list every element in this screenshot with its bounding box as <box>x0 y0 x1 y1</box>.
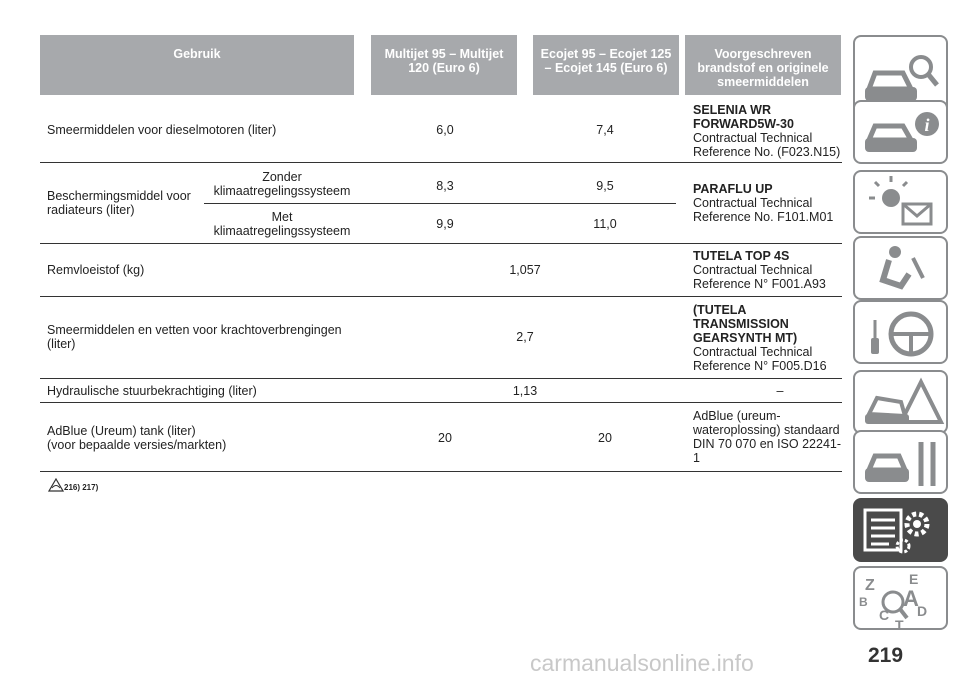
engine-oil-spec: Contractual Technical Reference No. (F023.N15) <box>693 131 841 159</box>
index-letter: E <box>909 571 919 587</box>
row-adblue-spec: AdBlue (ureum-wateroplossing) standaard DIN 70 070 en ISO 22241-1 <box>693 409 842 465</box>
row-adblue-ecojet: 20 <box>598 431 612 445</box>
sidebar-item-car-accident[interactable] <box>853 370 948 434</box>
divider <box>40 471 842 472</box>
brake-product-name: TUTELA TOP 4S <box>693 249 790 263</box>
svg-text:i: i <box>924 115 930 135</box>
divider <box>40 243 842 244</box>
sidebar-item-airbag-seat[interactable] <box>853 236 948 300</box>
technical-data-icon <box>853 498 948 562</box>
index-letter: C <box>879 607 890 623</box>
coolant-with-multijet: 9,9 <box>436 217 454 231</box>
coolant-with-ac: Met klimaatregelingssysteem <box>213 210 351 238</box>
index-letter: T <box>895 617 904 632</box>
row-coolant-product <box>693 182 843 224</box>
sidebar-item-car-tools[interactable] <box>853 430 948 494</box>
adblue-label-line1: AdBlue (Ureum) tank (liter) <box>47 424 196 438</box>
transmission-spec: Contractual Technical Reference N° F005.D16 <box>693 345 827 373</box>
warning-icon <box>48 478 64 492</box>
coolant-without-ac: Zonder klimaatregelingssysteem <box>213 170 351 198</box>
header-multijet: Multijet 95 – Multijet 120 (Euro 6) <box>371 35 517 95</box>
row-coolant-label: Beschermingsmiddel voor radiateurs (liter) <box>47 189 191 217</box>
divider <box>40 378 842 379</box>
row-steering-label: Hydraulische stuurbekrachtiging (liter) <box>47 384 257 398</box>
car-tools-icon <box>855 432 950 496</box>
footnote-refs: 216) 217) <box>64 483 99 492</box>
steering-key-icon <box>855 302 950 366</box>
divider <box>40 296 842 297</box>
sidebar-item-alphabetical-index[interactable] <box>853 566 948 630</box>
coolant-spec: Contractual Technical Reference No. F101.M01 <box>693 196 834 224</box>
engine-oil-product-name: SELENIA WR FORWARD5W-30 <box>693 103 794 131</box>
warning-lights-icon <box>855 172 950 236</box>
sidebar-item-steering-key[interactable] <box>853 300 948 364</box>
coolant-without-multijet: 8,3 <box>436 179 454 193</box>
sidebar-item-warning-lights[interactable] <box>853 170 948 234</box>
header-use: Gebruik <box>40 35 354 95</box>
row-engine-oil-product <box>693 103 843 159</box>
alphabetical-index-icon <box>855 568 950 632</box>
divider <box>40 402 842 403</box>
row-engine-oil-multijet: 6,0 <box>436 123 454 137</box>
index-letter: D <box>917 603 928 619</box>
coolant-without-ecojet: 9,5 <box>596 179 614 193</box>
header-fuel: Voorgeschreven brandstof en originele smeermiddelen <box>685 35 841 95</box>
transmission-product-name: (TUTELA TRANSMISSION GEARSYNTH MT) <box>693 303 798 345</box>
watermark: carmanualsonline.info <box>530 650 754 676</box>
row-brake-value: 1,057 <box>509 263 541 277</box>
header-ecojet: Ecojet 95 – Ecojet 125 – Ecojet 145 (Euro 6) <box>533 35 679 95</box>
page-number: 219 <box>868 644 904 667</box>
row-transmission-value: 2,7 <box>516 330 534 344</box>
row-brake-label: Remvloeistof (kg) <box>47 263 145 277</box>
sidebar-item-car-info[interactable] <box>853 100 948 164</box>
row-steering-value: 1,13 <box>512 384 538 398</box>
divider <box>40 162 842 163</box>
row-transmission-product <box>693 303 843 373</box>
index-letter: Z <box>865 577 875 594</box>
coolant-with-ecojet: 11,0 <box>593 217 617 231</box>
row-engine-oil-ecojet: 7,4 <box>596 123 614 137</box>
row-adblue-label <box>47 424 226 452</box>
row-engine-oil-label: Smeermiddelen voor dieselmotoren (liter) <box>47 123 277 137</box>
car-info-icon <box>855 102 950 166</box>
row-brake-product <box>693 249 843 291</box>
coolant-product-name: PARAFLU UP <box>693 182 773 196</box>
index-letter: B <box>859 595 868 609</box>
sidebar-item-technical-data[interactable] <box>853 498 948 562</box>
index-letter: A <box>903 586 919 611</box>
adblue-label-line2: (voor bepaalde versies/markten) <box>47 438 227 452</box>
row-adblue-multijet: 20 <box>438 431 452 445</box>
airbag-seat-icon <box>855 238 950 302</box>
brake-spec: Contractual Technical Reference N° F001.A93 <box>693 263 826 291</box>
row-transmission-label: Smeermiddelen en vetten voor krachtoverbrengingen (liter) <box>47 323 342 351</box>
row-steering-product: – <box>776 384 784 398</box>
car-accident-icon <box>855 372 950 436</box>
divider <box>204 203 676 204</box>
